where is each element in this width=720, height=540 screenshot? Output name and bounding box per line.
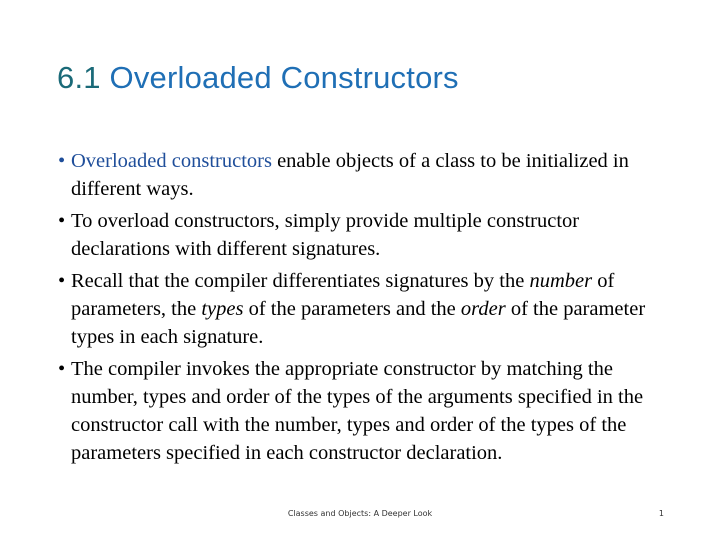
- bullet-1-text: enable objects of a class to be initialized in different ways.: [71, 150, 629, 200]
- bullet-list: [58, 147, 664, 471]
- bullet-glyph: •: [58, 358, 66, 380]
- bullet-3-text-1: Recall that the compiler differentiates signatures by the: [71, 270, 530, 292]
- page-number: 1: [658, 509, 664, 518]
- bullet-1-highlight: Overloaded constructors: [71, 150, 272, 172]
- bullet-3-italic-number: number: [529, 270, 593, 292]
- slide-title: [57, 60, 459, 96]
- bullet-glyph: •: [58, 150, 66, 172]
- slide-title-text: Overloaded Constructors: [109, 60, 459, 95]
- bullet-item-4: [58, 355, 664, 467]
- bullet-3-text-4: of the parameter types in each signature.: [71, 298, 646, 348]
- bullet-3-text-2: of parameters, the: [71, 270, 615, 320]
- bullet-glyph: •: [58, 270, 66, 292]
- slide-title-number: 6.1: [57, 60, 101, 95]
- slide-footer: Classes and Objects: A Deeper Look: [287, 509, 433, 518]
- bullet-4-text: The compiler invokes the appropriate constructor by matching the number, types and order of the types of the arguments specified in the constructor call with the number, types and order of the types of the parameters specified in each constructor declaration.: [71, 358, 644, 464]
- bullet-2-text: To overload constructors, simply provide multiple constructor declarations with different signatures.: [71, 210, 580, 260]
- bullet-3-italic-types: types: [201, 298, 244, 320]
- bullet-3-italic-order: order: [460, 298, 506, 320]
- bullet-item-1: [58, 147, 664, 203]
- bullet-glyph: •: [58, 210, 66, 232]
- bullet-3-text-3: of the parameters and the: [243, 298, 461, 320]
- bullet-item-3: [58, 267, 664, 351]
- bullet-item-2: [58, 207, 664, 263]
